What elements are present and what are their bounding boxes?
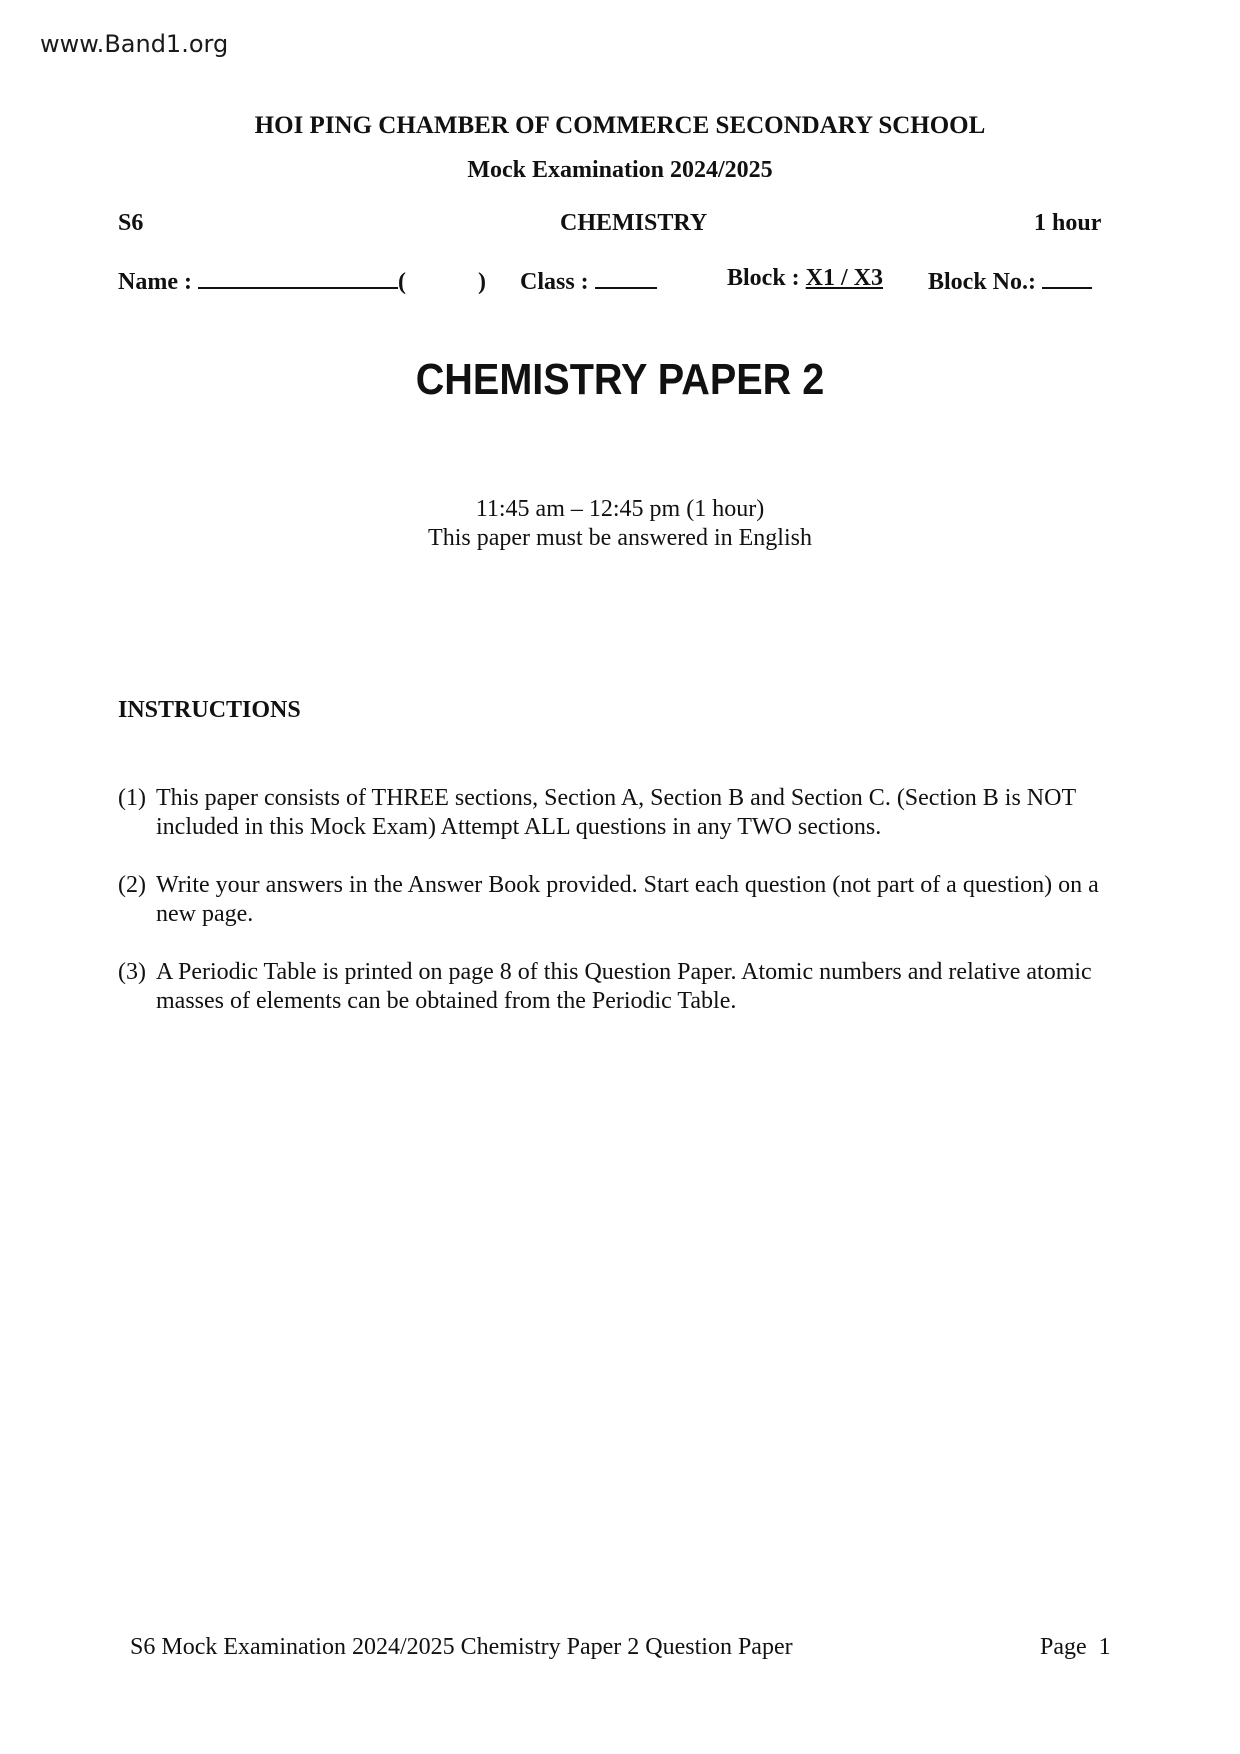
instruction-number: (3) xyxy=(118,959,146,985)
instruction-text: A Periodic Table is printed on page 8 of this Question Paper. Atomic numbers and relative atomic masses of elements can be obtained from the Periodic Table. xyxy=(156,959,1092,1014)
open-paren: ( xyxy=(397,269,406,295)
block-field xyxy=(727,265,883,292)
instruction-item xyxy=(118,958,1138,1016)
school-name: HOI PING CHAMBER OF COMMERCE SECONDARY SCHOOL xyxy=(254,112,986,139)
instructions-heading: INSTRUCTIONS xyxy=(118,697,301,723)
instruction-text: This paper consists of THREE sections, Section A, Section B and Section C. (Section B is NOT included in this Mock Exam) Attempt ALL questions in any TWO sections. xyxy=(156,785,1076,840)
name-blank[interactable] xyxy=(198,265,398,289)
page-label: Page xyxy=(1040,1634,1087,1660)
instruction-number: (1) xyxy=(118,785,146,811)
name-label: Name : xyxy=(118,269,192,295)
footer-title: S6 Mock Examination 2024/2025 Chemistry Paper 2 Question Paper xyxy=(130,1634,793,1660)
block-label: Block : xyxy=(727,265,800,291)
class-label: Class : xyxy=(520,269,589,295)
watermark-url: www.Band1.org xyxy=(40,30,229,58)
page-number: 1 xyxy=(1098,1634,1111,1660)
instruction-item xyxy=(118,871,1138,929)
block-no-field xyxy=(928,265,1092,296)
class-blank[interactable] xyxy=(595,265,657,289)
form-level: S6 xyxy=(118,210,144,236)
class-field xyxy=(520,265,657,296)
subject-name: CHEMISTRY xyxy=(560,210,708,236)
block-value: X1 / X3 xyxy=(805,265,884,291)
instruction-text: Write your answers in the Answer Book provided. Start each question (not part of a question) on a new page. xyxy=(156,872,1099,927)
language-note: This paper must be answered in English xyxy=(428,525,812,551)
instruction-number: (2) xyxy=(118,872,146,898)
paper-time: 11:45 am – 12:45 pm (1 hour) xyxy=(475,496,765,522)
paper-title: CHEMISTRY PAPER 2 xyxy=(415,355,825,404)
name-field xyxy=(118,265,486,296)
block-no-blank[interactable] xyxy=(1042,265,1092,289)
close-paren: ) xyxy=(477,269,486,295)
exam-title: Mock Examination 2024/2025 xyxy=(467,157,773,183)
instruction-item xyxy=(118,784,1138,842)
paper-time-info xyxy=(0,495,1240,553)
page-indicator xyxy=(1040,1634,1111,1661)
block-no-label: Block No.: xyxy=(928,269,1036,295)
exam-duration: 1 hour xyxy=(1034,210,1102,236)
